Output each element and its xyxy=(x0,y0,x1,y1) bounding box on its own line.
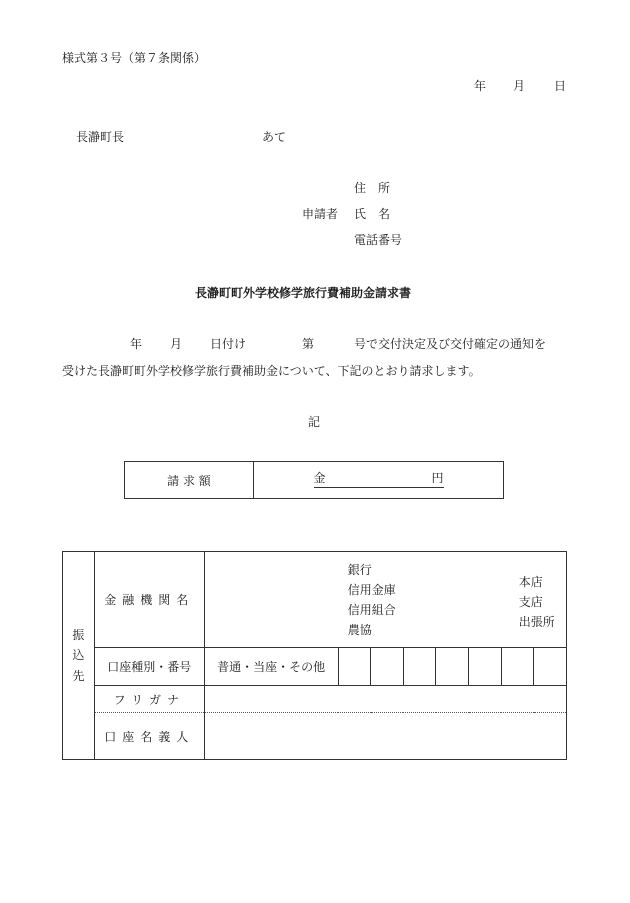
document-title: 長瀞町町外学校修学旅行費補助金請求書 xyxy=(195,286,412,300)
amount-suffix: 円 xyxy=(431,471,444,485)
account-label: 口座種別・番号 xyxy=(94,648,204,686)
date-day: 日 xyxy=(554,79,567,93)
account-digit-2[interactable] xyxy=(371,648,404,686)
institution-label: 金融機関名 xyxy=(94,552,204,648)
institution-type-nokyo: 農協 xyxy=(347,623,372,637)
institution-type-list xyxy=(348,560,396,640)
branch-type-main: 本店 xyxy=(518,575,543,589)
date-year: 年 xyxy=(474,79,487,93)
transfer-side-char-2: 込 xyxy=(72,648,85,663)
transfer-side-char-1: 振 xyxy=(72,627,85,642)
bank-transfer-table xyxy=(62,551,567,760)
addressee-name: 長瀞町長 xyxy=(76,130,125,144)
holder-label: 口座名義人 xyxy=(94,713,204,760)
name-label: 氏 名 xyxy=(354,207,391,221)
transfer-side-char-3: 先 xyxy=(72,668,85,683)
furigana-label: フリガナ xyxy=(94,686,204,713)
account-digit-5[interactable] xyxy=(469,648,502,686)
body-date-suffix: 日付け xyxy=(210,337,247,351)
institution-type-bank: 銀行 xyxy=(347,563,372,577)
body-line2: 受けた長瀞町町外学校修学旅行費補助金について、下記のとおり請求します。 xyxy=(62,364,481,378)
body-line1-rest: 号で交付決定及び交付確定の通知を xyxy=(354,337,547,351)
account-digit-3[interactable] xyxy=(403,648,436,686)
account-type-field[interactable]: 普通・当座・その他 xyxy=(204,648,338,686)
institution-field[interactable] xyxy=(204,552,566,648)
institution-type-kumiai: 信用組合 xyxy=(347,603,396,617)
phone-label: 電話番号 xyxy=(354,233,403,247)
account-digit-6[interactable] xyxy=(501,648,534,686)
furigana-field[interactable] xyxy=(204,686,566,713)
amount-label: 請 求 額 xyxy=(125,462,254,499)
account-digit-7[interactable] xyxy=(534,648,567,686)
holder-field[interactable] xyxy=(204,713,566,760)
date-month: 月 xyxy=(513,79,526,93)
institution-type-shinkin: 信用金庫 xyxy=(347,583,396,597)
amount-field[interactable] xyxy=(254,462,504,499)
transfer-side-label xyxy=(63,552,95,760)
amount-table xyxy=(124,461,504,499)
account-digit-4[interactable] xyxy=(436,648,469,686)
body-dai: 第 xyxy=(302,337,315,351)
ki-label: 記 xyxy=(308,415,321,429)
body-month: 月 xyxy=(170,337,183,351)
addressee-suffix: あて xyxy=(262,130,287,144)
amount-prefix: 金 xyxy=(313,471,326,485)
account-digit-1[interactable] xyxy=(338,648,371,686)
applicant-label: 申請者 xyxy=(302,207,339,221)
branch-type-office: 出張所 xyxy=(518,615,555,629)
address-label: 住 所 xyxy=(354,181,391,195)
branch-type-list xyxy=(519,572,555,632)
body-year: 年 xyxy=(130,337,143,351)
form-number: 様式第３号（第７条関係） xyxy=(62,51,207,65)
branch-type-branch: 支店 xyxy=(518,595,543,609)
